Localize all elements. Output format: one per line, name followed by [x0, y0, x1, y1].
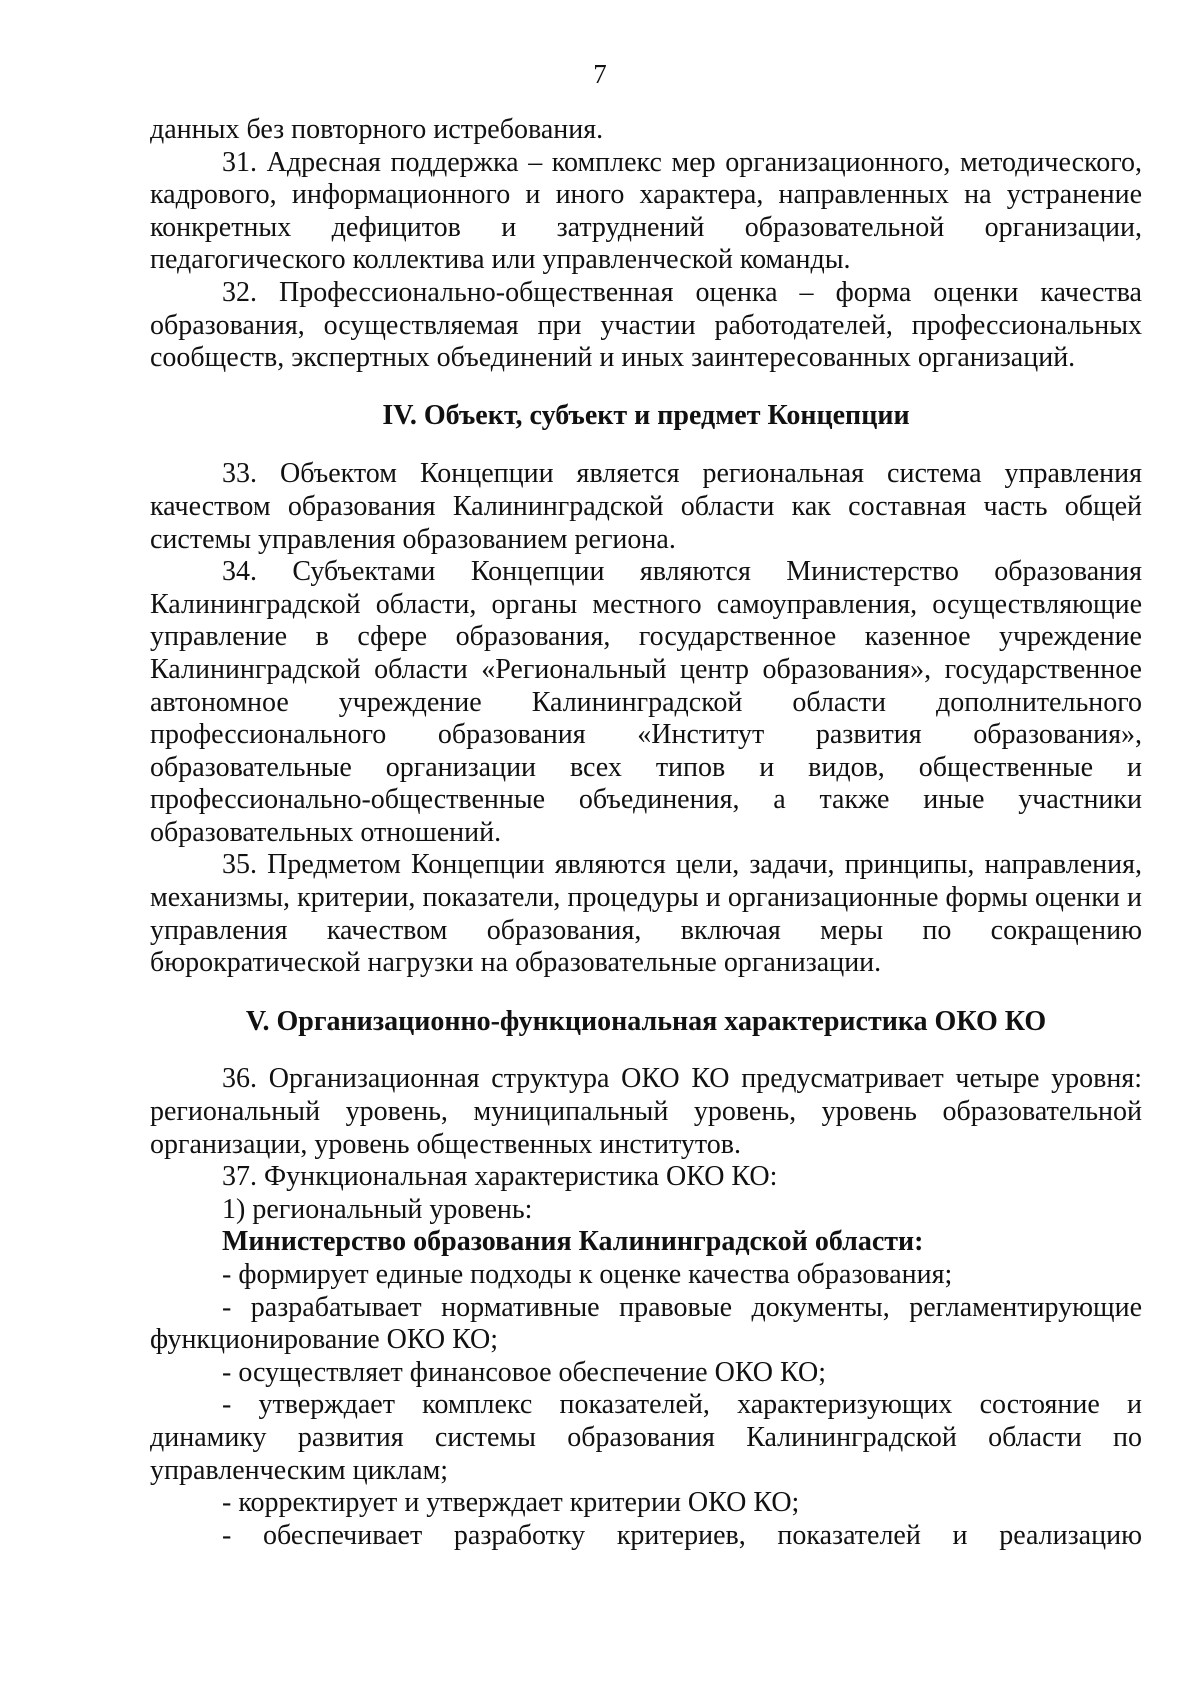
page-number: 7 [593, 59, 607, 89]
bullet-item: - утверждает комплекс показателей, характеризующих состояние и динамику развития системы образования Калининградской области по управленческим циклам; [150, 1389, 1142, 1486]
paragraph-30-tail: данных без повторного истребования. [150, 114, 604, 145]
paragraph-31: 31. Адресная поддержка – комплекс мер организационного, методического, кадрового, информационного и иного характера, направленных на устранение конкретных дефицитов и затруднений образовательной организации, педагогического коллектива или управленческой команды. [150, 146, 1142, 276]
paragraph-35: 35. Предметом Концепции являются цели, задачи, принципы, направления, механизмы, критерии, показатели, процедуры и организационные формы оценки и управления качеством образования, включая меры по сокращению бюрократической нагрузки на образовательные организации. [150, 849, 1142, 979]
section-heading-iv: IV. Объект, субъект и предмет Концепции [382, 399, 910, 431]
document-body [150, 114, 1142, 1552]
bullet-item: - обеспечивает разработку критериев, показателей и реализацию [222, 1519, 1142, 1551]
paragraph-32: 32. Профессионально-общественная оценка – форма оценки качества образования, осуществляемая при участии работодателей, профессиональных сообществ, экспертных объединений и иных заинтересованных организаций. [150, 276, 1142, 374]
paragraph-33: 33. Объектом Концепции является региональная система управления качеством образования Калининградской области как составная часть общей системы управления образованием региона. [150, 458, 1142, 555]
bullet-item: - осуществляет финансовое обеспечение ОКО КО; [222, 1356, 826, 1388]
paragraph-37: 37. Функциональная характеристика ОКО КО: [222, 1161, 778, 1193]
bullet-item: - корректирует и утверждает критерии ОКО КО; [222, 1487, 800, 1519]
list-item-1: 1) региональный уровень: [222, 1193, 533, 1225]
paragraph-34: 34. Субъектами Концепции являются Министерство образования Калининградской области, органы местного самоуправления, осуществляющие управление в сфере образования, государственное казенное учреждение Калининградской области «Региональный центр образования», государственное автономное учреждение Калининградской области дополнительного профессионального образования «Институт развития образования», образовательные организации всех типов и видов, общественные и профессионально-общественные объединения, а также иные участники образовательных отношений. [150, 556, 1142, 848]
paragraph-36: 36. Организационная структура ОКО КО предусматривает четыре уровня: региональный уровень, муниципальный уровень, уровень образовательной организации, уровень общественных институтов. [150, 1063, 1142, 1160]
ministry-subheading: Министерство образования Калининградской области: [222, 1226, 924, 1258]
section-heading-v: V. Организационно-функциональная характеристика ОКО КО [245, 1005, 1047, 1037]
bullet-item: - разрабатывает нормативные правовые документы, регламентирующие функционирование ОКО КО; [150, 1291, 1142, 1356]
bullet-item: - формирует единые подходы к оценке качества образования; [222, 1259, 953, 1290]
